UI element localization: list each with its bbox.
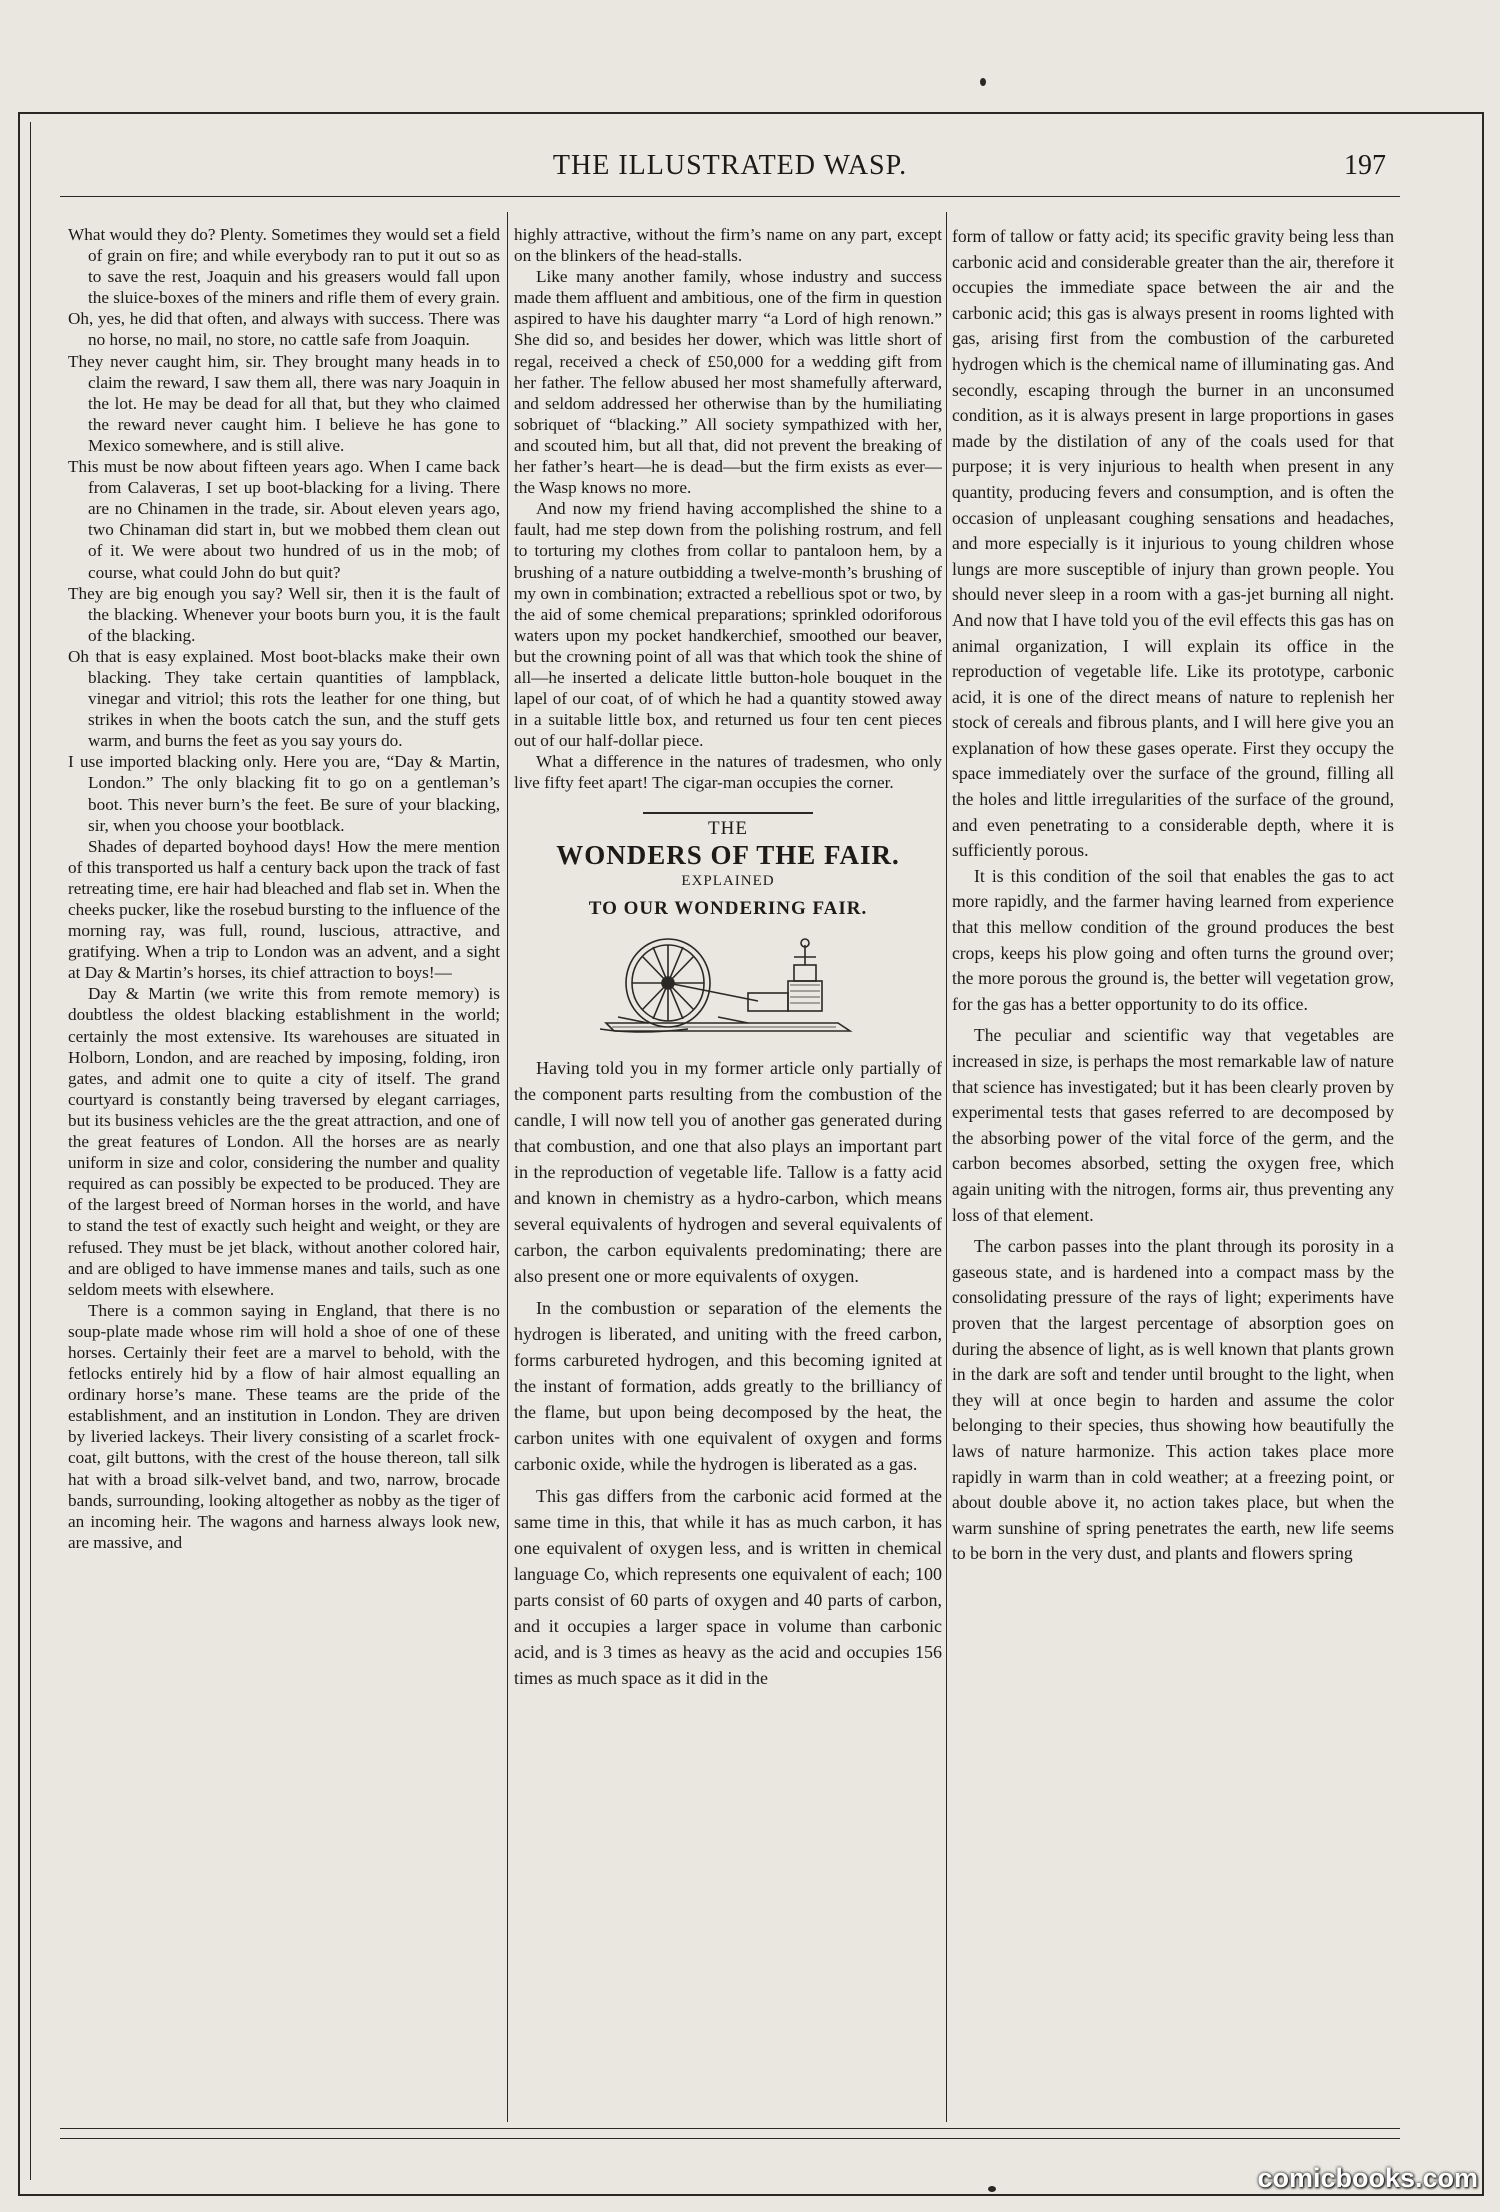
col1-paragraph: There is a common saying in England, that there is no soup-plate made whose rim will hold a shoe of one of these horses. Certainly their feet are a marvel to behold, with the fetlocks entirely hid by a flow of hair almost equalling an ordinary horse’s mane. These teams are the pride of the establishment, and an institution in London. They are driven by liveried lackeys. Their livery consisting of a scarlet frock-coat, gilt buttons, with the crest of the house thereon, tall silk hat with a broad silk-velvet band, and two, narrow, brocade bands, surrounding, looking altogether as nobby as the tiger of an incoming heir. The wagons and harness always look new, are massive, and <box>68 1300 500 1552</box>
article-title: WONDERS OF THE FAIR. <box>556 839 900 870</box>
ink-speck <box>980 78 986 86</box>
col1-paragraph: This must be now about fifteen years ago. When I came back from Calaveras, I set up boot-blacking for a living. There are no Chinamen in the trade, sir. About eleven years ago, two Chinaman did start in, but we mobbed them clean out of it. We were about two hundred of us in the mob; of course, what could John do but quit? <box>68 457 500 582</box>
article-paragraph: Having told you in my former article only partially of the component parts resulting from the combustion of the candle, I will now tell you of another gas generated during that combustion, and one that also plays an important part in the reproduction of vegetable life. Tallow is a fatty acid and known in chemistry as a hydro-carbon, which means several equivalents of hydrogen and several equivalents of carbon, the carbon equivalents predominating; there are also present one or more equivalents of oxygen. <box>514 1057 942 1286</box>
column-3 <box>952 224 1394 2124</box>
running-title: THE ILLUSTRATED WASP. <box>552 150 908 181</box>
column-2 <box>514 224 942 2124</box>
col1-paragraph: What would they do? Plenty. Sometimes they would set a field of grain on fire; and while everybody ran to put it out so as to save the rest, Joaquin and his greasers would fall upon the sluice-boxes of the miners and rifle them of every grain. <box>68 225 500 308</box>
article-explained: EXPLAINED <box>681 872 775 889</box>
col3-paragraph: form of tallow or fatty acid; its specific gravity being less than carbonic acid and considerable greater than the air, therefore it occupies the immediate space between the air and the carbonic acid; this gas is always present in rooms lighted with gas, arising first from the combustion of the carbureted hydrogen which is the chemical name of illuminating gas. And secondly, escaping through the burner in an unconsumed condition, as it is always present in large proportions in gases made by the distilation of any of the coals used for that purpose; it is very injurious to health when present in any quantity, producing fevers and consumption, and is often the occasion of unpleasant coughing sensations and headaches, and more especially is it injurious to young children whose lungs are more susceptible of injury than grown people. You should never sleep in a room with a gas-jet burning all night. And now that I have told you of the evil effects this gas has on animal organization, I will explain its office in the reproduction of vegetable life. Like its prototype, carbonic acid, it is one of the direct means of nature to replenish her stock of cereals and fibrous plants, and I will here give you an explanation of how these gases operate. First they occupy the space immediately over the surface of the ground, filling all the holes and little irregularities of the surface of the ground, and even penetrating to a considerable depth, where it is sufficiently porous. <box>952 226 1394 861</box>
article-subtitle: TO OUR WONDERING FAIR. <box>588 897 868 919</box>
col1-paragraph: I use imported blacking only. Here you are, “Day & Martin, London.” The only blacking fit to go on a gentleman’s boot. This never burn’s the feet. Be sure of your blacking, sir, when you choose your bootblack. <box>68 752 500 835</box>
col2-paragraph: And now my friend having accomplished the shine to a fault, had me step down from the polishing rostrum, and fell to torturing my clothes from collar to pantaloon hem, by a brushing of a nature outbidding a twelve-month’s brushing of my own in combination; extracted a rebellious spot or two, by the aid of some chemical preparations; sprinkled odoriforous waters upon my pocket handkerchief, smoothed our beaver, but the crowning point of all was that which took the shine of all—he inserted a delicate little button-hole bouquet in the lapel of our coat, of of which he had a quantity stowed away in a suitable little box, and returned us four ten cent pieces out of our half-dollar piece. <box>514 499 942 751</box>
col2-paragraph: What a difference in the natures of tradesmen, who only live fifty feet apart! The cigar-man occupies the corner. <box>514 752 942 793</box>
article-the: THE <box>708 817 748 839</box>
col2-paragraph: Like many another family, whose industry and success made them affluent and ambitious, one of the firm in question aspired to have his daughter marry “a Lord of high renown.” She did so, and besides her dower, which was little short of regal, received a check of £50,000 for a wedding gift from her father. The fellow abused her most shamefully afterward, and seldom addressed her otherwise than by the humiliating sobriquet of “blacking.” All society sympathized with her, and scouted him, but all that, did not prevent the breaking of her father’s heart—he is dead—but the firm exists as ever—the Wasp knows no more. <box>514 267 942 498</box>
page-header <box>60 150 1400 186</box>
article-paragraph: In the combustion or separation of the elements the hydrogen is liberated, and uniting with the freed carbon, forms carbureted hydrogen, and this becoming ignited at the instant of formation, adds greatly to the brilliancy of the flame, but upon being decomposed by the heat, the carbon unites with one equivalent of oxygen and forms carbonic oxide, while the hydrogen is liberated as a gas. <box>514 1297 942 1474</box>
article-paragraph: This gas differs from the carbonic acid formed at the same time in this, that while it has as much carbon, it has one equivalent of oxygen less, and is written in chemical language Co, which represents one equivalent of each; 100 parts consist of 60 parts of oxygen and 40 parts of carbon, and it occupies a larger space in volume than carbonic acid, and is 3 times as heavy as the acid and occupies 156 times as much space as it did in the <box>514 1485 942 1688</box>
bottom-rule-double <box>60 2138 1400 2139</box>
col3-paragraph: It is this condition of the soil that enables the gas to act more rapidly, and the farmer having learned from experience that this mellow condition of the ground produces the best crops, keeps his plow going and often turns the ground over; the more porous the ground is, the better will vegetation grow, for the gas has a better opportunity to do its office. <box>952 865 1394 1014</box>
col1-paragraph: Oh, yes, he did that often, and always with success. There was no horse, no mail, no store, no cattle safe from Joaquin. <box>68 309 500 350</box>
col1-paragraph: Shades of departed boyhood days! How the mere mention of this transported us half a century back upon the track of fast retreating time, ere hair had bleached and flab set in. When the cheeks pucker, like the rosebud bursting to the influence of the morning ray, was full, round, luscious, attractive, and gratifying. When a trip to London was an advent, and a sight at Day & Martin’s horses, its chief attraction to boys!— <box>68 836 500 983</box>
column-rule-2 <box>946 212 947 2122</box>
col1-paragraph: They never caught him, sir. They brought many heads in to claim the reward, I saw them all, there was nary Joaquin in the lot. He may be dead for all that, but they who claimed the reward never caught him. I believe he has gone to Mexico somewhere, and is still alive. <box>68 351 500 455</box>
heading-rule <box>643 812 813 814</box>
steam-engine-engraving <box>598 931 858 1037</box>
col2-paragraph: highly attractive, without the firm’s name on any part, except on the blinkers of the head-stalls. <box>514 225 942 266</box>
header-rule <box>60 196 1400 197</box>
col3-paragraph: The peculiar and scientific way that vegetables are increased in size, is perhaps the most remarkable law of nature that science has investigated; but it has been clearly proven by experimental tests that gases referred to are decomposed by the absorbing power of the vital force of the germ, and the carbon becomes absorbed, setting the oxygen free, which again uniting with the nitrogen, forms air, thus preventing any loss of that element. <box>952 1025 1394 1225</box>
column-rule-1 <box>507 212 508 2122</box>
column-1 <box>68 224 500 2124</box>
col1-paragraph: Oh that is easy explained. Most boot-blacks make their own blacking. They take certain quantities of lampblack, vinegar and vitriol; this rots the leather for one thing, but strikes in when the boots catch the sun, and the stuff gets warm, and burns the feet as you say yours do. <box>68 646 500 751</box>
col3-paragraph: The carbon passes into the plant through its porosity in a gaseous state, and is hardened into a compact mass by the consolidating pressure of the rays of light; experiments have proven that the largest percentage of absorption goes on during the absence of light, as is well known that plants grown in the dark are soft and tender until brought to the light, when they will at once begin to harden and assume the color belonging to their species, thus showing how beautifully the laws of nature harmonize. This action takes place more rapidly in warm than in cold weather; at a freezing point, or about double above it, no action takes place, but when the warm sunshine of spring penetrates the earth, new life seems to be born in the very dust, and plants and flowers spring <box>952 1236 1394 1564</box>
watermark: comicbooks.com <box>1257 2163 1478 2193</box>
article-body <box>514 1055 942 1691</box>
article-heading <box>514 812 942 919</box>
ink-speck <box>988 2186 996 2192</box>
page-number: 197 <box>1344 150 1386 181</box>
col1-paragraph: Day & Martin (we write this from remote memory) is doubtless the oldest blacking establishment in the world; certainly the most extensive. Its warehouses are situated in Holborn, London, and are reached by imposing, folding, iron gates, and admit one to quite a city of itself. The grand courtyard is constantly being traversed by elegant carriages, but its business vehicles are the the great attraction, and one of the great features of London. All the horses are as nearly uniform in size and color, considering the number and quality required as can possibly be expected to be produced. They are of the largest breed of Norman horses in the world, and have to stand the test of exactly such height and weight, or they are refused. They must be jet black, without another colored hair, and are obliged to have immense manes and tails, such as one seldom meets with elsewhere. <box>68 984 500 1299</box>
col1-paragraph: They are big enough you say? Well sir, then it is the fault of the blacking. Whenever your boots burn you, it is the fault of the blacking. <box>68 583 500 645</box>
bottom-rule <box>60 2128 1400 2129</box>
